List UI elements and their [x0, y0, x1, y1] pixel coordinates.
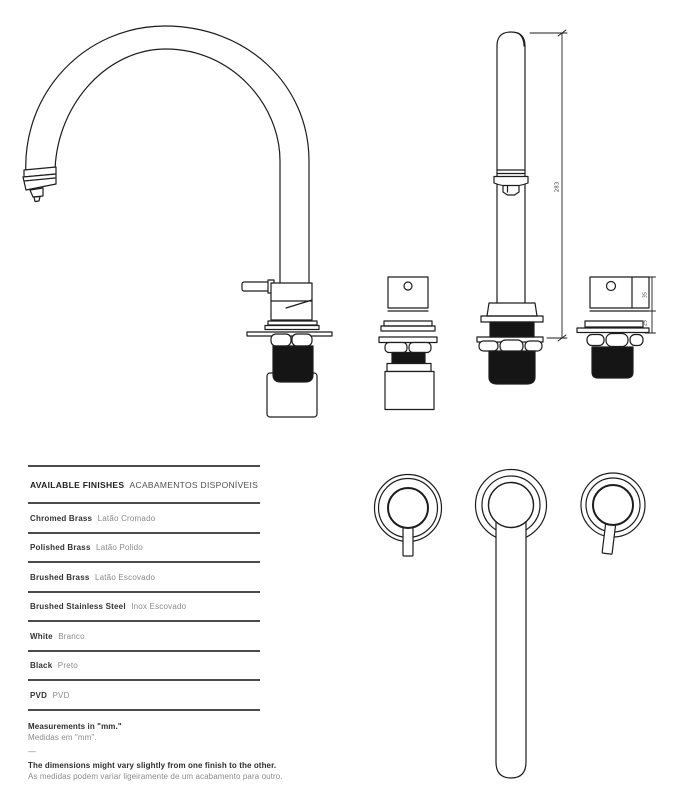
- deck-washer-plate: [379, 337, 437, 343]
- threaded-shank: [489, 351, 535, 384]
- finish-name-en: Chromed Brass: [30, 513, 93, 523]
- valve-body-block: [385, 372, 434, 410]
- handle-valve-front-view-drawing: [379, 277, 437, 410]
- spout-column: [497, 32, 525, 303]
- mounting-nut: [409, 343, 431, 353]
- threaded-shank: [392, 353, 425, 364]
- finish-name-pt: Branco: [58, 631, 85, 641]
- variation-note-pt: As medidas podem variar ligeiramente de um acabamento para outro.: [28, 772, 283, 781]
- mounting-nut: [525, 341, 542, 351]
- measurements-note-pt: Medidas em "mm".: [28, 733, 97, 742]
- spout-height-dim-label: 283: [554, 181, 561, 193]
- mounting-nut: [500, 340, 523, 352]
- finishes-table-header: [28, 465, 260, 504]
- mounting-nut: [292, 334, 312, 346]
- spout-front-view-drawing: [477, 30, 567, 384]
- mounting-nut: [630, 335, 643, 346]
- spout-aerator: [494, 177, 528, 187]
- finish-row-brushed-brass: [28, 563, 260, 593]
- handle-lower-dim-label: 25: [643, 319, 649, 327]
- spout-top-view: [476, 470, 547, 779]
- finish-row-white: [28, 622, 260, 652]
- mounting-nut: [385, 343, 407, 353]
- mounting-nut: [587, 335, 604, 346]
- footnotes: [28, 721, 358, 782]
- mounting-nut: [606, 334, 628, 347]
- finish-row-polished-brass: [28, 534, 260, 564]
- variation-note-en: The dimensions might vary slightly from one finish to the other.: [28, 761, 277, 770]
- top-view-drawing: [375, 470, 646, 779]
- finish-name-pt: Inox Escovado: [131, 602, 187, 611]
- finish-name-en: White: [30, 631, 53, 641]
- handle-upper-dim-label: 35: [643, 291, 649, 299]
- finish-name-en: Black: [30, 661, 53, 670]
- finish-name-pt: Preto: [57, 661, 78, 670]
- finish-name-en: PVD: [30, 690, 48, 700]
- finishes-header-en: AVAILABLE FINISHES: [30, 480, 125, 490]
- finish-name-pt: Latão Cromado: [97, 513, 156, 523]
- mounting-nut: [271, 334, 291, 346]
- notes-divider: —: [28, 747, 37, 756]
- finish-name-en: Polished Brass: [30, 543, 91, 552]
- finish-name-pt: Latão Polido: [96, 543, 143, 552]
- finish-row-chromed-brass: [28, 504, 260, 534]
- handle-top: [590, 277, 649, 308]
- measurements-note-en: Measurements in "mm.": [28, 722, 122, 731]
- spout-arm: [496, 504, 526, 778]
- threaded-shank: [273, 346, 313, 382]
- finish-row-black: [28, 652, 260, 682]
- finish-row-brushed-stainless-steel: [28, 593, 260, 623]
- available-finishes-table: [28, 465, 260, 711]
- left-handle-top-view: [375, 475, 442, 557]
- handle-lever-pin: [242, 282, 269, 291]
- deck-washer-plate: [577, 328, 649, 333]
- right-handle-top-view: [581, 473, 645, 554]
- finishes-header-pt: ACABAMENTOS DISPONÍVEIS: [129, 480, 259, 490]
- finish-name-pt: PVD: [52, 690, 70, 700]
- faucet-side-view-drawing: [23, 26, 332, 417]
- finish-name-en: Brushed Stainless Steel: [30, 602, 126, 611]
- spout-height-dimension-lines: [530, 30, 567, 341]
- threaded-shank: [592, 347, 633, 378]
- finish-name-pt: Latão Escovado: [94, 572, 156, 582]
- mounting-nut: [479, 341, 498, 351]
- finish-row-pvd: [28, 681, 260, 711]
- finish-name-en: Brushed Brass: [30, 572, 90, 582]
